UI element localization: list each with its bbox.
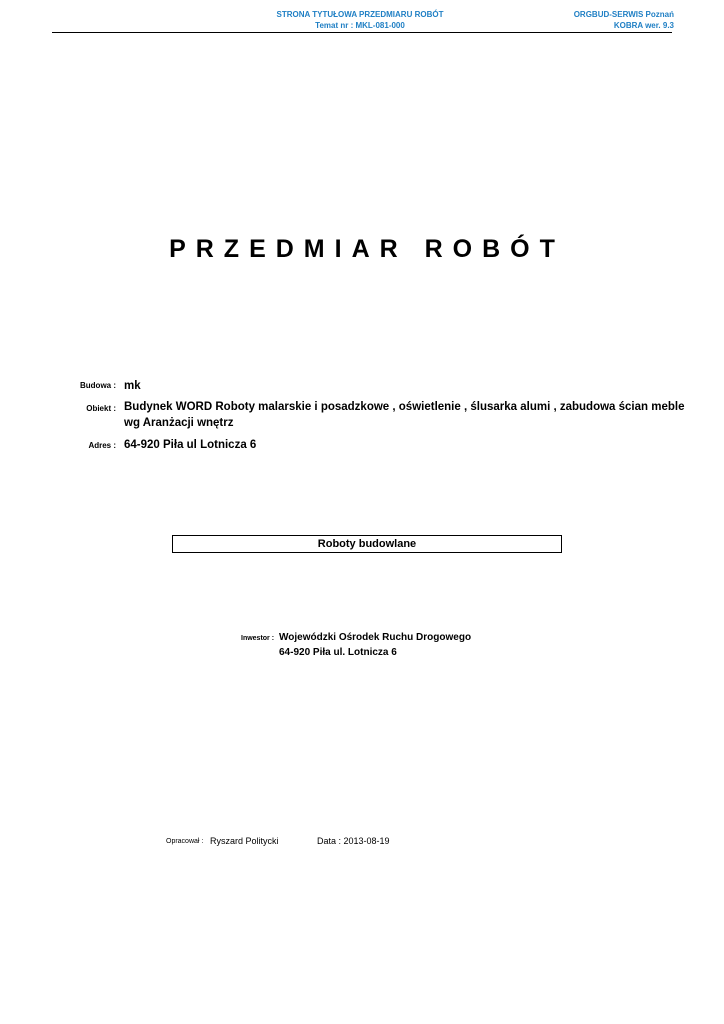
inwestor-label: Inwestor :: [241, 635, 275, 642]
obiekt-value: [124, 399, 685, 431]
budowa-label: Budowa :: [80, 381, 116, 390]
header-company: ORGBUD-SERWIS Poznań: [573, 10, 674, 19]
obiekt-value-line1: Budynek WORD Roboty malarskie i posadzkowe , oświetlenie , ślusarka alumi , zabudowa ścian meble: [124, 401, 685, 413]
adres-value: 64-920 Piła ul Lotnicza 6: [124, 439, 257, 451]
adres-label: Adres :: [88, 441, 116, 450]
obiekt-label: Obiekt :: [86, 404, 116, 413]
inwestor-name: Wojewódzki Ośrodek Ruchu Drogowego: [279, 632, 472, 643]
inwestor-address: 64-920 Piła ul. Lotnicza 6: [279, 647, 397, 658]
header-subject-number: Temat nr : MKL-081-000: [315, 21, 405, 30]
obiekt-value-line2: wg Aranżacji wnętrz: [124, 417, 234, 429]
document-title: PRZEDMIAR ROBÓT: [169, 235, 565, 263]
header-title: STRONA TYTUŁOWA PRZEDMIARU ROBÓT: [276, 10, 444, 19]
page-header-right: [574, 9, 674, 31]
header-software-version: KOBRA wer. 9.3: [613, 21, 674, 30]
opracowal-label: Opracował :: [166, 838, 204, 845]
opracowal-value: Ryszard Politycki: [210, 836, 279, 846]
scope-box: Roboty budowlane: [172, 535, 562, 553]
header-divider: [52, 32, 672, 33]
date-value: Data : 2013-08-19: [317, 836, 390, 846]
budowa-value: mk: [124, 380, 141, 392]
